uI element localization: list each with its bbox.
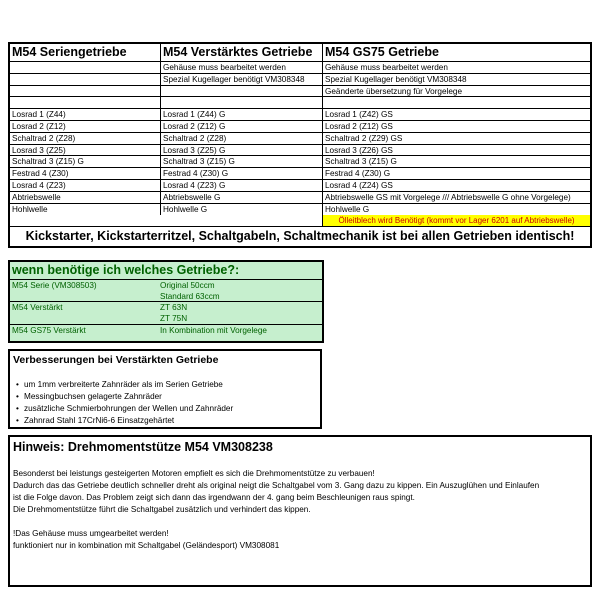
cell-gs75: Hohlwelle G: [325, 204, 370, 214]
cell-verstaerkt: Schaltrad 2 (Z28): [161, 133, 323, 144]
table-row: [10, 97, 590, 109]
list-item: • um 1mm verbreiterte Zahnräder als im Serien Getriebe: [16, 380, 223, 389]
cell-serie: Schaltrad 3 (Z15) G: [10, 156, 161, 167]
cell-serie: Hohlwelle: [10, 204, 161, 216]
cell-serie: [10, 86, 161, 97]
cell-gs75: Losrad 3 (Z26) GS: [325, 145, 393, 155]
which-row-gs75: [10, 324, 322, 341]
header-verstaerkt: M54 Verstärktes Getriebe: [161, 44, 323, 61]
bullet-icon: •: [16, 416, 19, 425]
hint-title: Hinweis: Drehmomentstütze M54 VM308238: [13, 440, 273, 454]
which-row-label: M54 Verstärkt: [12, 303, 63, 312]
hint-line: ist die Folge davon. Das Problem zeigt sich dann das irgendwann der 4. gang beim Beschleunigen raus spingt.: [13, 493, 415, 502]
which-row-value: In Kombination mit Vorgelege: [160, 326, 267, 335]
oil-note-row: [10, 215, 590, 227]
which-gearbox-title: wenn benötige ich welches Getriebe?:: [12, 263, 240, 277]
table-row: [10, 180, 590, 192]
bullet-icon: •: [16, 380, 19, 389]
cell-serie: Losrad 1 (Z44): [10, 109, 161, 120]
table-row: [10, 204, 590, 216]
table-row: [10, 156, 590, 168]
cell-verstaerkt: Losrad 3 (Z25) G: [161, 145, 323, 156]
cell-verstaerkt: Hohlwelle G: [161, 204, 323, 216]
cell-verstaerkt: Losrad 1 (Z44) G: [161, 109, 323, 120]
list-item: • Messingbuchsen gelagerte Zahnräder: [16, 392, 162, 401]
bullet-icon: •: [16, 392, 19, 401]
cell-gs75: Losrad 2 (Z12) GS: [325, 121, 393, 131]
cell-serie: [10, 74, 161, 85]
improvements-box: [8, 349, 322, 429]
banner-row: [10, 227, 590, 246]
cell-gs75: Abtriebswelle GS mit Vorgelege /// Abtriebswelle G ohne Vorgelege): [325, 192, 571, 202]
which-row-value: ZT 63N: [160, 303, 188, 312]
cell-verstaerkt: Losrad 4 (Z23) G: [161, 180, 323, 191]
cell-serie: Festrad 4 (Z30): [10, 168, 161, 179]
cell-gs75: Geänderte übersetzung für Vorgelege: [325, 86, 463, 96]
cell-verstaerkt: Schaltrad 3 (Z15) G: [161, 156, 323, 167]
which-row-value: ZT 75N: [160, 314, 188, 323]
identical-parts-banner: Kickstarter, Kickstarterritzel, Schaltgabeln, Schaltmechanik ist bei allen Getrieben identisch!: [25, 229, 575, 244]
list-item: • zusätzliche Schmierbohrungen der Wellen und Zahnräder: [16, 404, 234, 413]
cell-gs75: Gehäuse muss bearbeitet werden: [325, 63, 448, 72]
cell-serie: [10, 62, 161, 73]
table-row: [10, 86, 590, 98]
cell-verstaerkt: Spezial Kugellager benötigt VM308348: [161, 74, 323, 85]
table-row: [10, 62, 590, 74]
which-row-label: M54 Serie (VM308503): [12, 281, 97, 290]
cell-verstaerkt: [161, 86, 323, 97]
cell-gs75: Festrad 4 (Z30) G: [325, 169, 391, 179]
cell-gs75: Losrad 1 (Z42) GS: [325, 110, 393, 120]
list-item: • Zahnrad Stahl 17CrNi6-6 Einsatzgehärtet: [16, 416, 175, 425]
hint-warning: !Das Gehäuse muss umgearbeitet werden!: [13, 529, 169, 538]
cell-verstaerkt: [161, 97, 323, 108]
cell-gs75: Schaltrad 2 (Z29) GS: [325, 133, 403, 143]
cell-gs75: Losrad 4 (Z24) GS: [325, 180, 393, 190]
bullet-icon: •: [16, 404, 19, 413]
oil-note: Ölleitblech wird Benötigt (kommt vor Lager 6201 auf Abtriebswelle): [323, 215, 590, 226]
cell-serie: Schaltrad 2 (Z28): [10, 133, 161, 144]
cell-gs75: [323, 97, 590, 108]
cell-verstaerkt: Abtriebswelle G: [161, 192, 323, 203]
table-row: [10, 121, 590, 133]
improvements-list: [16, 379, 233, 427]
table-row: [10, 168, 590, 180]
improvements-title: Verbesserungen bei Verstärkten Getriebe: [13, 354, 219, 366]
header-serie: M54 Seriengetriebe: [10, 44, 161, 61]
which-row-label: M54 GS75 Verstärkt: [12, 326, 86, 335]
which-row-serie: [10, 279, 322, 301]
cell-verstaerkt: Festrad 4 (Z30) G: [161, 168, 323, 179]
table-header-row: [10, 44, 590, 62]
cell-serie: Abtriebswelle: [10, 192, 161, 203]
table-row: [10, 74, 590, 86]
cell-serie: Losrad 4 (Z23): [10, 180, 161, 191]
cell-serie: Losrad 3 (Z25): [10, 145, 161, 156]
table-row: [10, 192, 590, 204]
cell-verstaerkt: Gehäuse muss bearbeitet werden: [161, 62, 323, 73]
cell-serie: [10, 97, 161, 108]
hint-box: [8, 435, 592, 587]
table-row: [10, 133, 590, 145]
header-gs75: M54 GS75 Getriebe: [325, 45, 439, 59]
table-row: [10, 145, 590, 157]
which-row-verstaerkt: [10, 301, 322, 324]
hint-line: Besonderst bei leistungs gesteigerten Motoren empfielt es sich die Drehmomentstütze zu verbauen!: [13, 469, 375, 478]
hint-line: funktioniert nur in kombination mit Schaltgabel (Geländesport) VM308081: [13, 541, 280, 550]
cell-verstaerkt: Losrad 2 (Z12) G: [161, 121, 323, 132]
which-row-value: Original 50ccm: [160, 281, 215, 290]
hint-line: Die Drehmomentstütze führt die Schaltgabel zusätzlich und verhindert das kippen.: [13, 505, 311, 514]
cell-gs75: Schaltrad 3 (Z15) G: [325, 157, 397, 167]
which-row-value: Standard 63ccm: [160, 292, 220, 301]
oil-note-spacer: [10, 215, 323, 226]
which-gearbox-box: [8, 260, 324, 343]
table-row: [10, 109, 590, 121]
gearbox-comparison-table: [8, 42, 592, 248]
hint-line: Dadurch das das Getriebe deutlich schneller dreht als original neigt die Schaltgabel vom 3. Gang dazu zu kippen. Ein Auszuglühen und Einlaufen: [13, 481, 540, 490]
cell-gs75: Spezial Kugellager benötigt VM308348: [325, 74, 467, 84]
cell-serie: Losrad 2 (Z12): [10, 121, 161, 132]
